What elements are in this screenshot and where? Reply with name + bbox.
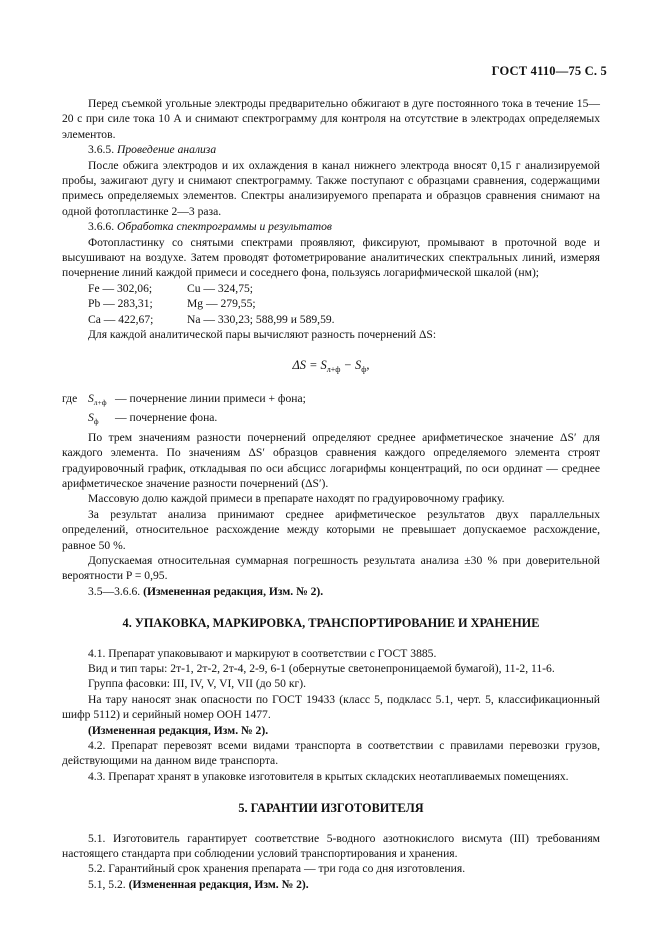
paragraph-amendment-3: [62, 584, 600, 599]
amendment-ref: 3.5—3.6.6.: [88, 584, 141, 598]
page-content: [62, 96, 600, 892]
paragraph-hazard-sign: На тару наносят знак опасности по ГОСТ 19433 (класс 5, подкласс 5.1, черт. 5, классификационный шифр 5112) и серийный номер ООН 1477.: [62, 692, 600, 722]
formula-delta-s: [62, 358, 600, 377]
wavelength-cell: Cu — 324,75;: [187, 281, 254, 295]
section-5-title: 5. ГАРАНТИИ ИЗГОТОВИТЕЛЯ: [238, 801, 424, 816]
paragraph-result: За результат анализа принимают среднее арифметическое результатов двух параллельных определений, относительное расхождение между которыми не превышает допускаемое расхождение, равное 50 %.: [62, 507, 600, 552]
amendment-note: (Измененная редакция, Изм. № 2).: [143, 584, 324, 598]
paragraph-electrode-burning: Перед съемкой угольные электроды предварительно обжигают в дуге постоянного тока в течение 15—20 с при силе тока 10 А и снимают спектрограмму для контроля на отсутствие в электродах определяемых элементов.: [62, 97, 600, 141]
formula-end: ,: [366, 357, 370, 372]
wavelength-row: [88, 296, 600, 311]
wavelength-cell: Pb — 283,31;: [88, 297, 153, 311]
symbol-subscript: ф: [93, 417, 99, 427]
definition-symbol: [88, 391, 115, 410]
paragraph-calibration: По трем значениям разности почернений определяют среднее арифметическое значение ΔS′ для каждого элемента. По значениям ΔS′ образцов сравнения каждого определяемого элемента строят градуировочный график, откладывая по оси абсцисс логарифмы концентраций, по оси ординат — среднее арифметическое значение разности почернений (ΔS′).: [62, 430, 600, 490]
page-header: ГОСТ 4110—75 С. 5: [491, 64, 607, 78]
paragraph-analysis: После обжига электродов и их охлаждения в канал нижнего электрода вносят 0,15 г анализируемой пробы, зажигают дугу и снимают спектрограмму. Также поступают с образцами сравнения, содержащими примесь определяемых элементов. Спектры анализируемого препарата и образцов сравнения снимают на одной фотопластинке 2—3 раза.: [62, 158, 600, 218]
subsection-number: 3.6.5.: [88, 143, 115, 157]
paragraph-4-1: 4.1. Препарат упаковывают и маркируют в соответствии с ГОСТ 3885.: [88, 646, 437, 660]
formula-mid: − S: [340, 357, 362, 372]
section-4-title: 4. УПАКОВКА, МАРКИРОВКА, ТРАНСПОРТИРОВАНИЕ И ХРАНЕНИЕ: [122, 616, 540, 631]
paragraph-amendment-4: (Измененная редакция, Изм. № 2).: [88, 723, 269, 737]
paragraph-error: Допускаемая относительная суммарная погрешность результата анализа ±30 % при доверительной вероятности P = 0,95.: [62, 553, 600, 583]
formula-subscript: ф: [361, 364, 367, 374]
paragraph-5-1: 5.1. Изготовитель гарантирует соответствие 5-водного азотнокислого висмута (III) требованиям настоящего стандарта при соблюдении условий транспортирования и хранения.: [62, 831, 600, 861]
wavelength-row: [88, 312, 600, 327]
wavelength-cell: Fe — 302,06;: [88, 281, 153, 295]
wavelength-cell: Mg — 279,55;: [187, 297, 256, 311]
formula-lhs: ΔS = S: [292, 357, 327, 372]
paragraph-5-2: 5.2. Гарантийный срок хранения препарата — три года со дня изготовления.: [88, 862, 466, 876]
paragraph-amendment-5: [62, 877, 600, 892]
amendment-note: (Измененная редакция, Изм. № 2).: [128, 877, 309, 891]
paragraph-mass-fraction: Массовую долю каждой примеси в препарате находят по градуировочному графику.: [88, 492, 505, 506]
definition-row: [62, 391, 600, 410]
wavelength-cell: Ca — 422,67;: [88, 312, 154, 326]
paragraph-difference: Для каждой аналитической пары вычисляют разность почернений ΔS:: [88, 328, 437, 342]
wavelength-cell: Na — 330,23; 588,99 и 589,59.: [187, 312, 335, 326]
subsection-title: Проведение анализа: [117, 143, 217, 157]
definition-row: [62, 410, 600, 429]
symbol: S: [88, 391, 94, 405]
definition-lead: [62, 410, 88, 429]
subsection-number: 3.6.6.: [88, 220, 115, 234]
amendment-ref: 5.1, 5.2.: [88, 877, 126, 891]
wavelength-row: [88, 281, 600, 296]
paragraph-4-2: 4.2. Препарат перевозят всеми видами транспорта в соответствии с правилами перевозки грузов, действующими на данном виде транспорта.: [62, 739, 600, 768]
wavelength-table: [62, 281, 600, 327]
paragraph-container-type: Вид и тип тары: 2т-1, 2т-2, 2т-4, 2-9, 6-1 (обернутые светонепроницаемой бумагой), 11-2, 11-6.: [88, 662, 555, 675]
formula-subscript: л+ф: [326, 364, 341, 374]
subsection-3-6-6: [62, 219, 600, 234]
subsection-3-6-5: [62, 142, 600, 157]
definition-text: — почернение фона.: [115, 411, 218, 425]
definition-lead: где: [62, 391, 78, 405]
paragraph-photoplate: Фотопластинку со снятыми спектрами проявляют, фиксируют, промывают в проточной воде и высушивают на воздухе. Затем проводят фотометрирование аналитических спектральных линий, измеряя почернение линий каждой примеси и соседнего фона, пользуясь логарифмической шкалой (нм);: [62, 235, 600, 280]
definition-symbol: [88, 410, 115, 429]
definition-text: — почернение линии примеси + фона;: [115, 391, 306, 405]
paragraph-4-3: 4.3. Препарат хранят в упаковке изготовителя в крытых складских неотапливаемых помещениях.: [88, 769, 569, 783]
paragraph-packing-group: Группа фасовки: III, IV, V, VI, VII (до 50 кг).: [88, 677, 306, 691]
symbol: S: [88, 411, 94, 425]
subsection-title: Обработка спектрограммы и результатов: [117, 220, 332, 234]
formula-definitions: [62, 391, 600, 430]
symbol-subscript: л+ф: [93, 397, 107, 407]
